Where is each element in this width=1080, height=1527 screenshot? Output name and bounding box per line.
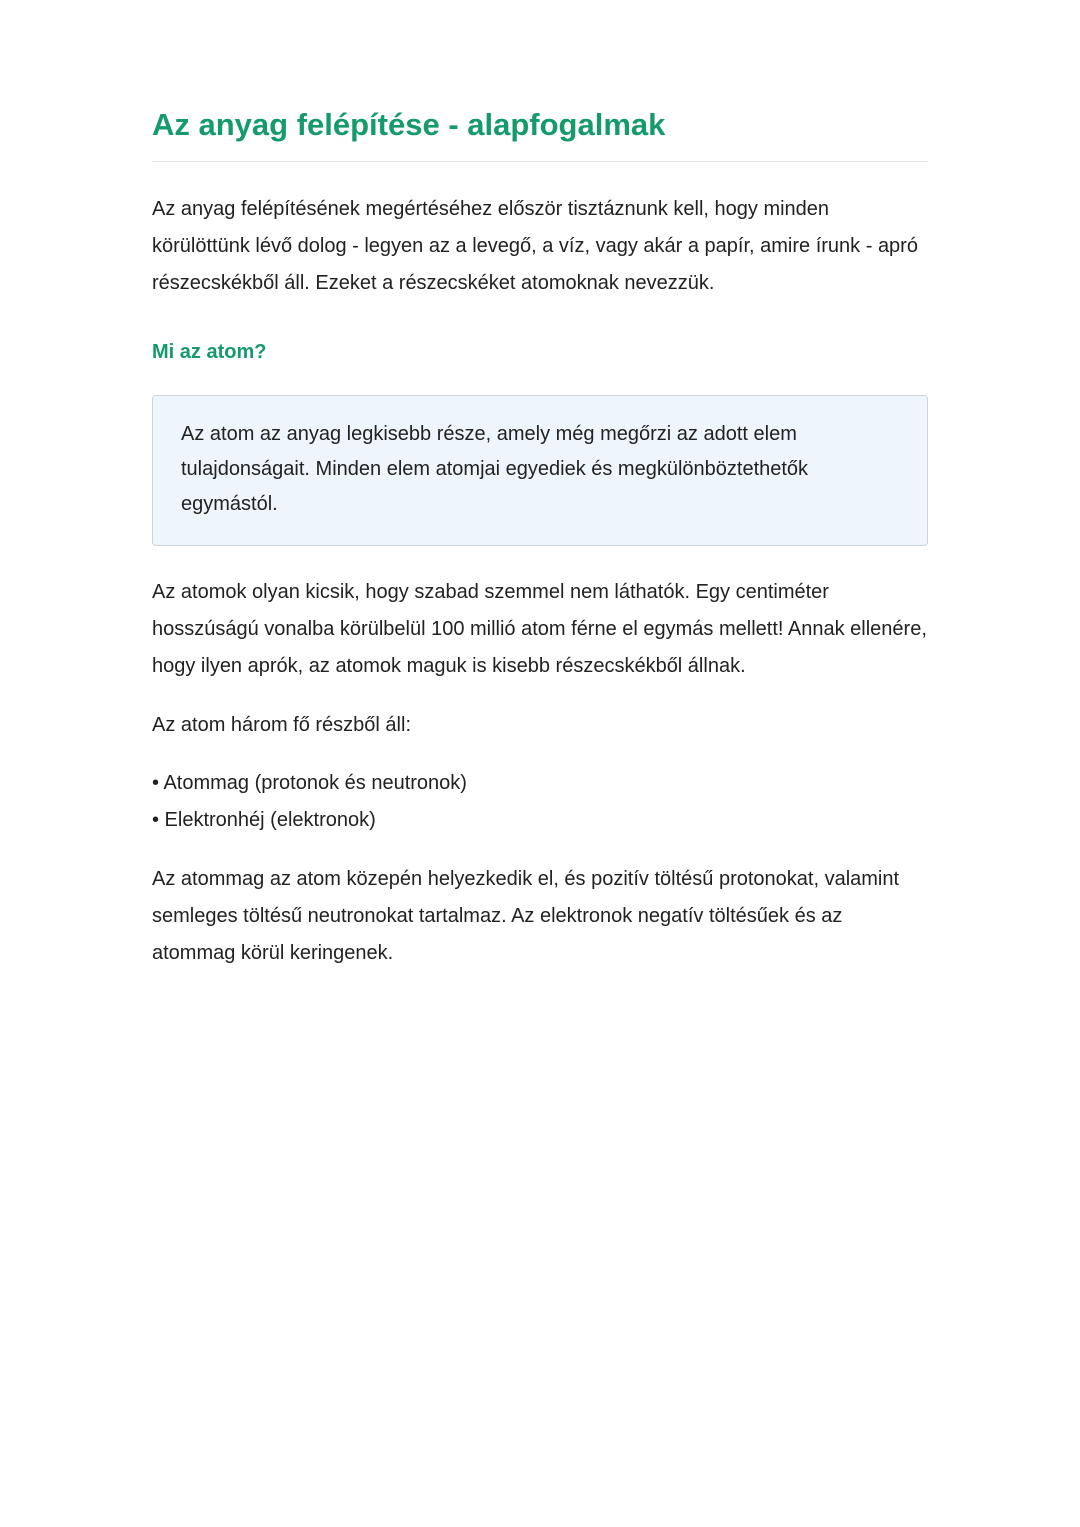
section-heading: Mi az atom? — [152, 341, 267, 363]
list-item: • Atommag (protonok és neutronok) — [152, 772, 467, 794]
parts-intro: Az atom három fő részből áll: — [152, 714, 411, 736]
definition-callout — [152, 395, 928, 546]
parts-list — [152, 765, 467, 839]
definition-text: Az atom az anyag legkisebb része, amely még megőrzi az adott elem tulajdonságait. Minden elem atomjai egyediek és megkülönböztethetők egymástól. — [181, 423, 809, 515]
list-item: • Elektronhéj (elektronok) — [152, 809, 376, 831]
title-divider — [152, 161, 928, 162]
intro-paragraph: Az anyag felépítésének megértéséhez először tisztáznunk kell, hogy minden körülöttünk lévő dolog - legyen az a levegő, a víz, vagy akár a papír, amire írunk - apró részecskékből áll. Ezeket a részecskéket atomoknak nevezzük. — [152, 198, 918, 294]
page-title: Az anyag felépítése - alapfogalmak — [152, 107, 666, 142]
nucleus-paragraph: Az atommag az atom közepén helyezkedik el, és pozitív töltésű protonokat, valamint semleges töltésű neutronokat tartalmaz. Az elektronok negatív töltésűek és az atommag körül keringenek. — [152, 868, 900, 964]
size-paragraph: Az atomok olyan kicsik, hogy szabad szemmel nem láthatók. Egy centiméter hosszúságú vonalba körülbelül 100 millió atom férne el egymás mellett! Annak ellenére, hogy ilyen aprók, az atomok maguk is kisebb részecskékből állnak. — [152, 581, 927, 677]
